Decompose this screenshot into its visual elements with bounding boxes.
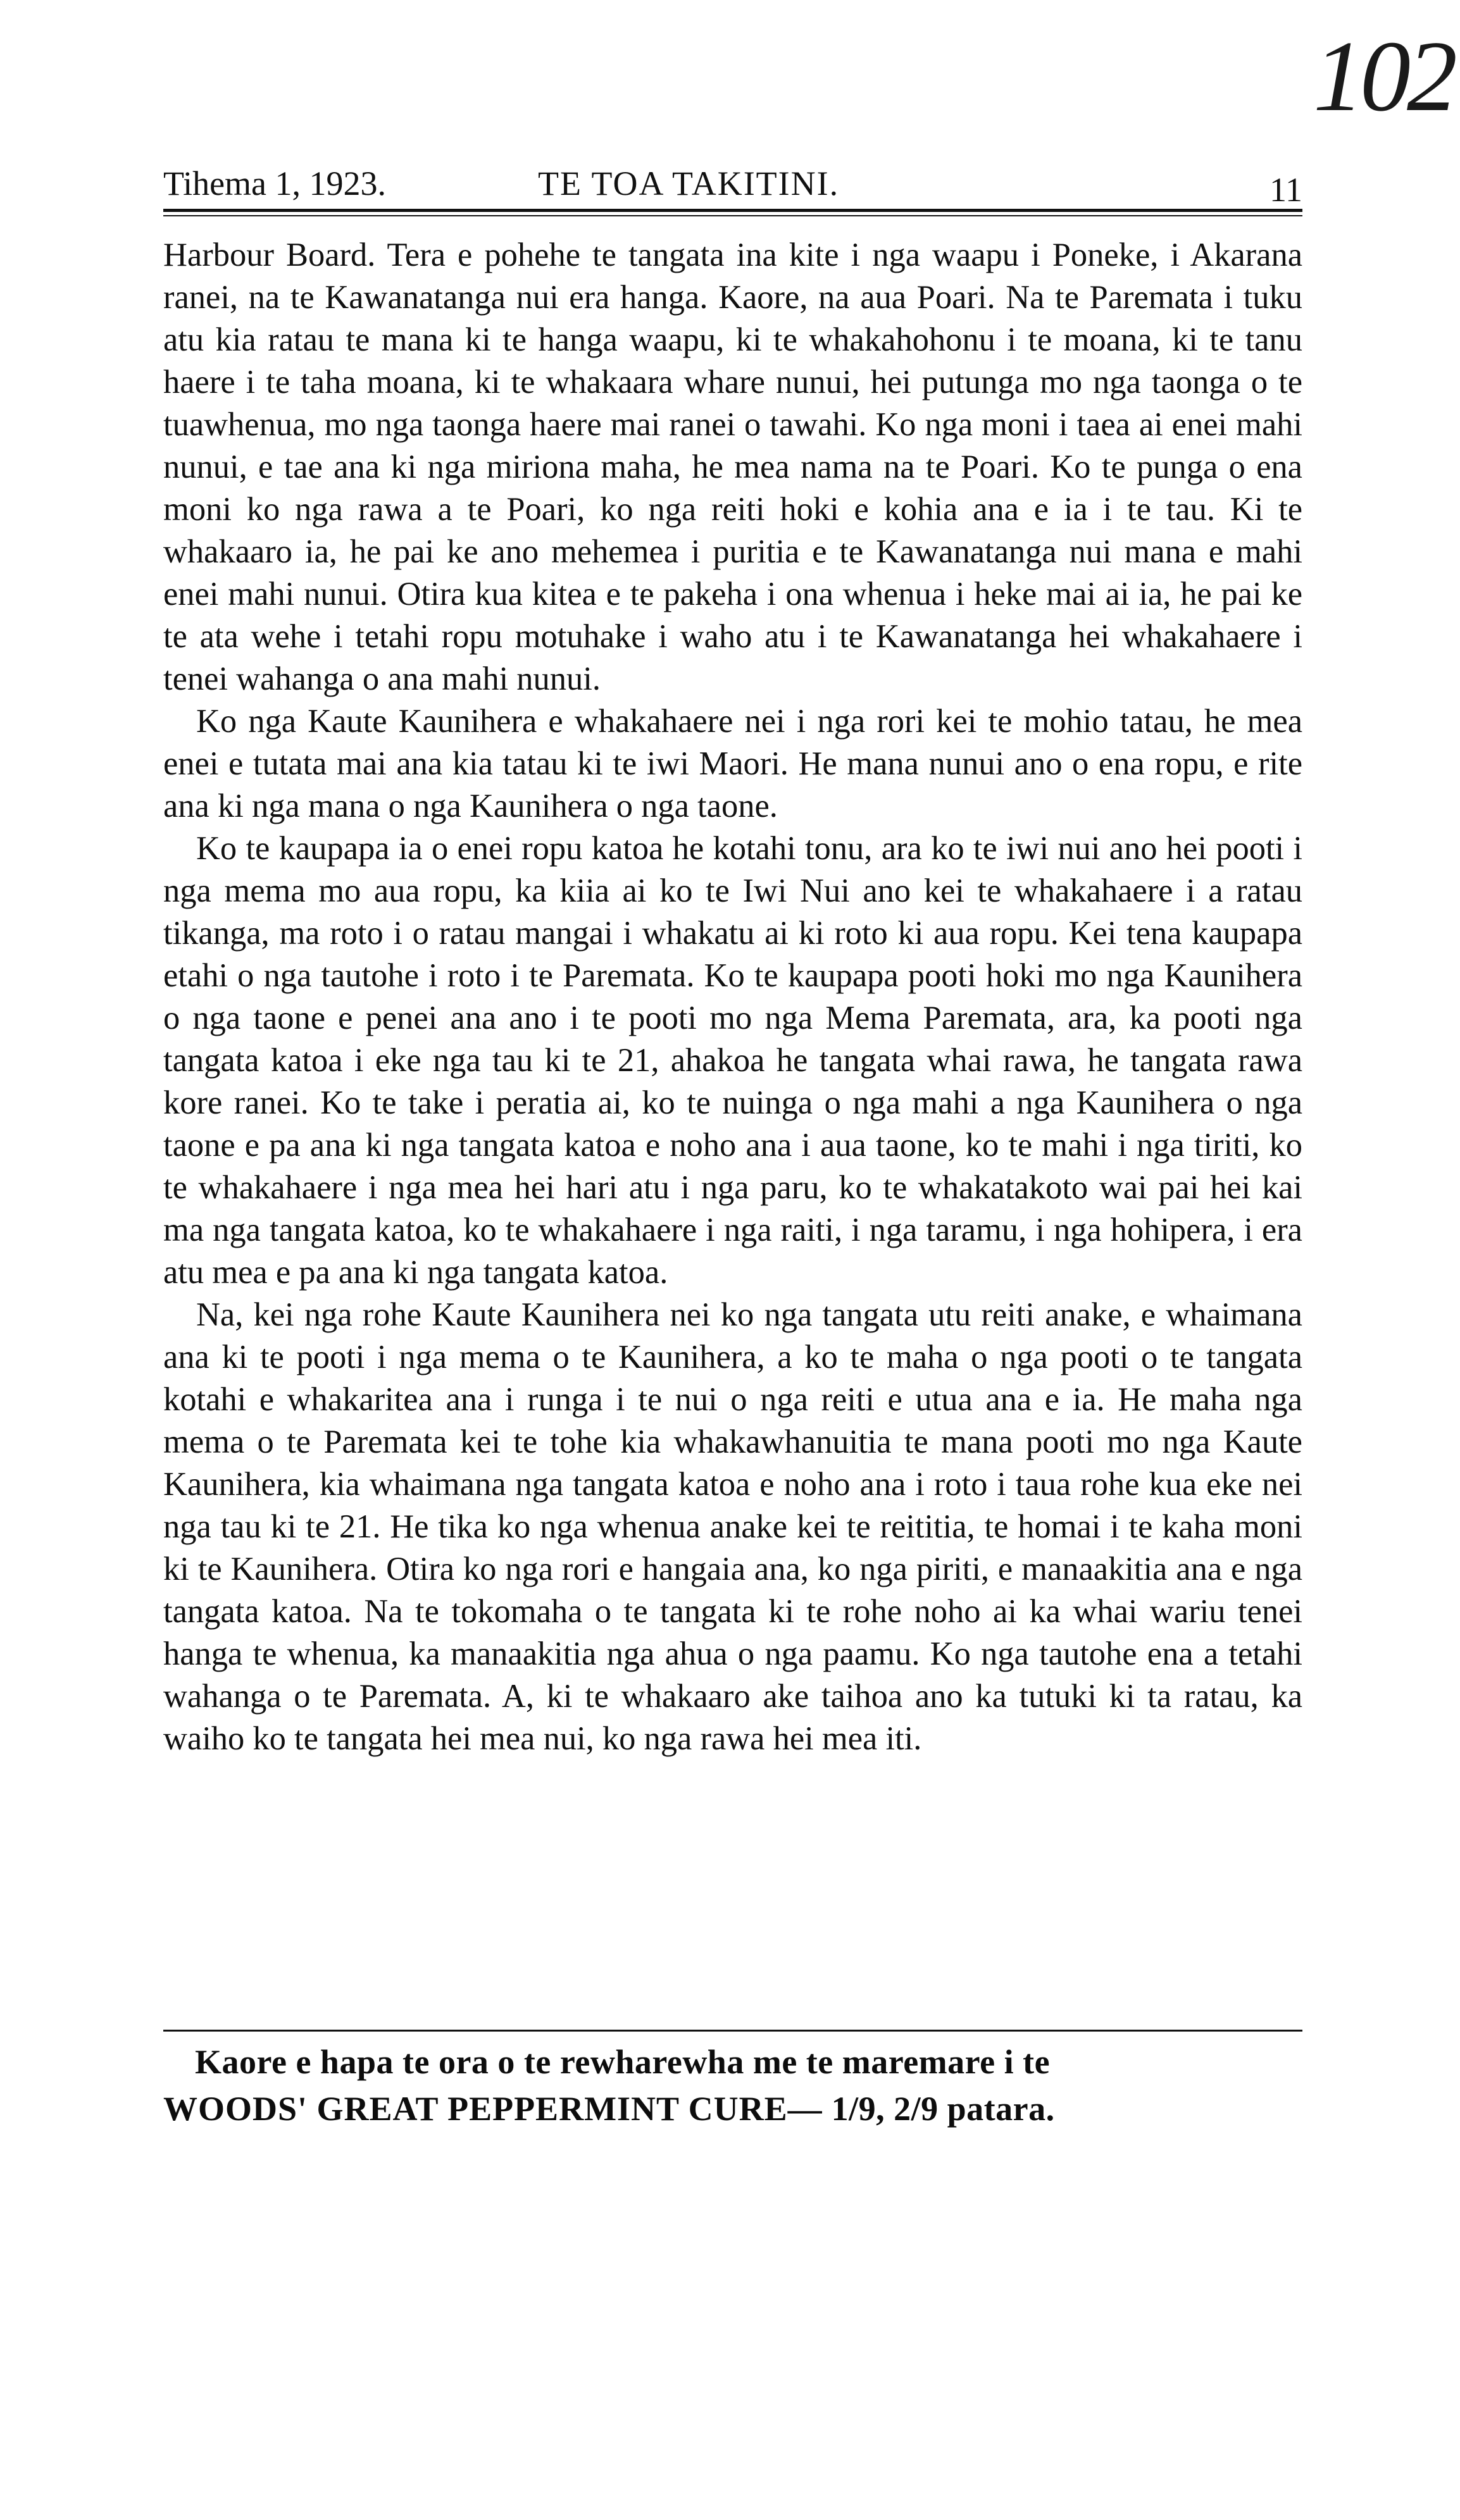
advertisement: [163, 2039, 1302, 2132]
article-body: [163, 234, 1302, 1760]
header-rule-thin: [163, 215, 1302, 216]
advert-prices: 1/9, 2/9 patara.: [831, 2090, 1055, 2128]
paragraph-4: Na, kei nga rohe Kaute Kaunihera nei ko nga tangata utu reiti anake, e whaimana ana ki te pooti i nga mema o te Kaunihera, a ko te maha o nga pooti o te tangata kotahi e whakaritea ana i runga i te nui o nga reiti e utua ana e ia. He maha nga mema o te Paremata kei te tohe kia whakawhanuitia te mana pooti mo nga Kaute Kaunihera, kia whaimana nga tangata katoa e noho ana i roto i taua rohe kua eke nei nga tau ki te 21. He tika ko nga whenua anake kei te reititia, te homai i te kaha moni ki te Kaunihera. Otira ko nga rori e hangaia ana, ko nga piriti, e manaakitia ana e nga tangata katoa. Na te tokomaha o te tangata ki te rohe noho ai ka whai wariu tenei hanga te whenua, ka manaakitia nga ahua o nga paamu. Ko nga tautohe ena a tetahi wahanga o te Paremata. A, ki te whakaaro ake taihoa ano ka tutuki ki ta ratau, ka waiho ko te tangata hei mea nui, ko nga rawa hei mea iti.: [163, 1296, 1302, 1757]
advert-line-2: [163, 2085, 1302, 2132]
folio-mark: 102: [1313, 20, 1454, 132]
page-header: [163, 161, 1302, 209]
page-number: 11: [1270, 171, 1302, 209]
advert-brand: WOODS' GREAT PEPPERMINT CURE—: [163, 2090, 823, 2128]
issue-date: Tihema 1, 1923.: [163, 164, 387, 202]
header-rule-thick: [163, 209, 1302, 212]
paragraph-2: Ko nga Kaute Kaunihera e whakahaere nei i nga rori kei te mohio tatau, he mea enei e tutata mai ana kia tatau ki te iwi Maori. He mana nunui ano o ena ropu, e rite ana ki nga mana o nga Kaunihera o nga taone.: [163, 703, 1302, 824]
paragraph-3: Ko te kaupapa ia o enei ropu katoa he kotahi tonu, ara ko te iwi nui ano hei pooti i nga mema mo aua ropu, ka kiia ai ko te Iwi Nui ano kei te whakahaere i a ratau tikanga, ma roto i o ratau mangai i whakatu ai ki roto ki aua ropu. Kei tena kaupapa etahi o nga tautohe i roto i te Paremata. Ko te kaupapa pooti hoki mo nga Kaunihera o nga taone e penei ana ano i te pooti mo nga Mema Paremata, ara, ka pooti nga tangata katoa i eke nga tau ki te 21, ahakoa he tangata whai rawa, he tangata rawa kore ranei. Ko te take i peratia ai, ko te nuinga o nga mahi a nga Kaunihera o nga taone e pa ana ki nga tangata katoa e noho ana i aua taone, ko te mahi i nga tiriti, ko te whakahaere i nga mea hei hari atu i nga paru, ko te whakatakoto wai pai hei kai ma nga tangata katoa, ko te whakahaere i nga raiti, i nga taramu, i nga hohipera, i era atu mea e pa ana ki nga tangata katoa.: [163, 830, 1302, 1291]
advert-divider: [163, 2030, 1302, 2032]
advert-line-1: Kaore e hapa te ora o te rewharewha me te maremare i te: [195, 2043, 1051, 2081]
paragraph-1: Harbour Board. Tera e pohehe te tangata ina kite i nga waapu i Poneke, i Akarana ranei, na te Kawanatanga nui era hanga. Kaore, na aua Poari. Na te Paremata i tuku atu kia ratau te mana ki te hanga waapu, ki te whakahohonu i te moana, ki te tanu haere i te taha moana, ki te whakaara whare nunui, hei putunga mo nga taonga o te tuawhenua, mo nga taonga haere mai ranei o tawahi. Ko nga moni i taea ai enei mahi nunui, e tae ana ki nga miriona maha, he mea nama na te Poari. Ko te punga o ena moni ko nga rawa a te Poari, ko nga reiti hoki e kohia ana e ia i te tau. Ki te whakaaro ia, he pai ke ano mehemea i puritia e te Kawanatanga nui mana e mahi enei mahi nunui. Otira kua kitea e te pakeha i ona whenua i heke mai ai ia, he pai ke te ata wehe i tetahi ropu motuhake i waho atu i te Kawanatanga hei whakahaere i tenei wahanga o ana mahi nunui.: [163, 237, 1302, 697]
publication-title: TE TOA TAKITINI.: [538, 164, 840, 202]
